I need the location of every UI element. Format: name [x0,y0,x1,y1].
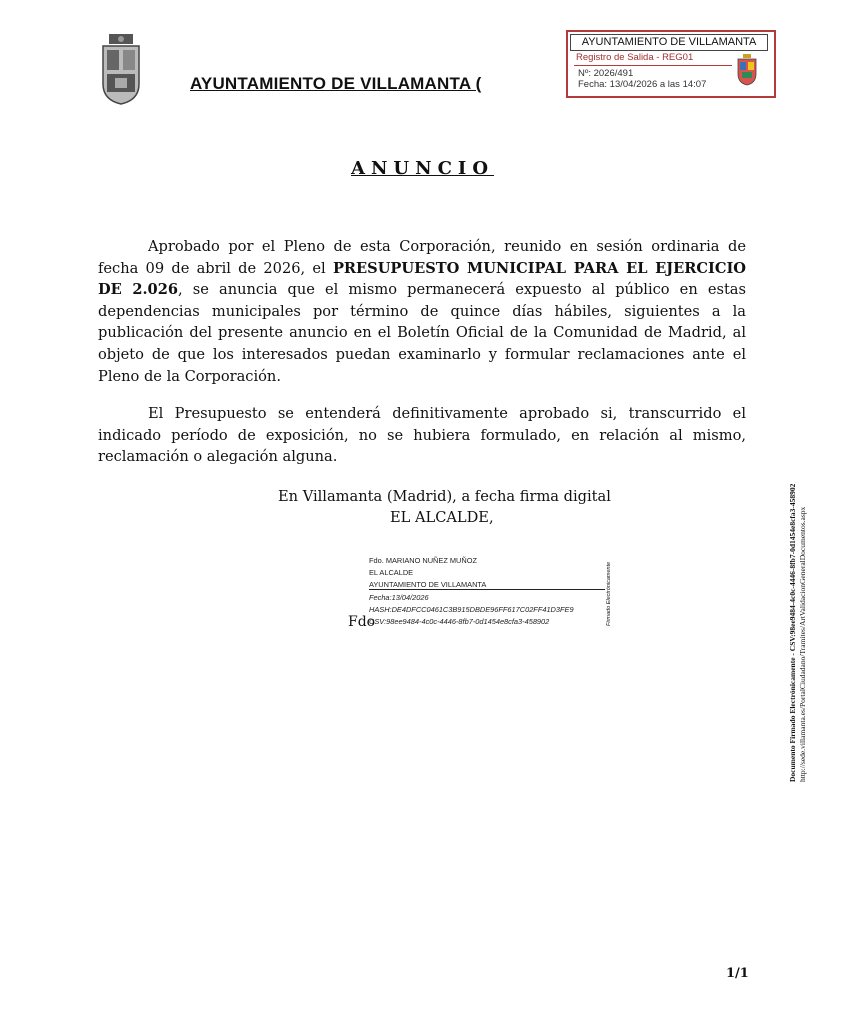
signature-hash: HASH:DE4DFCC0461C3B915DBDE96FF617C02FF41D3FE9 [369,605,574,614]
page-title: ANUNCIO [351,158,494,179]
digital-signature [364,552,616,636]
margin-url[interactable]: http://sede.villamanta.es/PortalCiudadano/Tramites/ArtValidacionGeneralDocumentos.aspx [798,506,807,782]
page-number: 1/1 [726,966,749,981]
signature-rule [369,589,605,590]
org-title: AYUNTAMIENTO DE VILLAMANTA ( [190,74,482,93]
closing-place: En Villamanta (Madrid), a fecha firma digital [278,488,611,505]
coat-of-arms-icon [95,34,147,106]
signature-csv: CSV:98ee9484-4c0c-4446-8fb7-0d1454e8cfa3-458902 [369,617,550,626]
registry-stamp [566,30,776,98]
margin-csv-text: Documento Firmado Electrónicamente - CSV:98ee9484-4c0c-4446-8fb7-0d1454e8cfa3-458902 [788,483,797,782]
paragraph-1-text-a: Aprobado por el Pleno de esta Corporación, reunido en sesión ordinaria de fecha 09 de abril de 2026, el [98,238,746,277]
signature-org: AYUNTAMIENTO DE VILLAMANTA [369,580,487,589]
stamp-date: Fecha: 13/04/2026 a las 14:07 [578,79,707,90]
paragraph-1-text-b: , se anuncia que el mismo permanecerá expuesto al público en estas dependencias municipales por término de quince días hábiles, siguientes a la publicación del presente anuncio en el Boletín Oficial de la Comunidad de Madrid, al objeto de que los interesados puedan examinarlo y formular reclamaciones ante el Pleno de la Corporación. [98,281,746,385]
stamp-register: Registro de Salida - REG01 [576,52,694,63]
paragraph-1 [98,236,746,387]
stamp-crest-icon [736,54,758,86]
margin-verification [788,392,818,782]
paragraph-1-bold: PRESUPUESTO MUNICIPAL PARA EL EJERCICIO DE 2.026 [98,259,747,299]
closing-mayor: EL ALCALDE, [390,509,494,526]
signature-date: Fecha:13/04/2026 [369,593,429,602]
signature-role: EL ALCALDE [369,568,414,577]
paragraph-2-text: El Presupuesto se entenderá definitivamente aprobado si, transcurrido el indicado período de exposición, no se hubiera formulado, en relación al mismo, reclamación o alegación alguna. [98,405,746,466]
signature-signer: Fdo. MARIANO NUÑEZ MUÑOZ [369,556,477,565]
paragraph-2 [98,403,746,468]
stamp-number: Nº: 2026/491 [578,68,634,79]
stamp-org: AYUNTAMIENTO DE VILLAMANTA [570,34,768,51]
stamp-divider [574,65,732,66]
signature-vertical-text: Firmado Electrónicamente [606,561,612,626]
fdo-partial: Fdo [348,614,376,630]
